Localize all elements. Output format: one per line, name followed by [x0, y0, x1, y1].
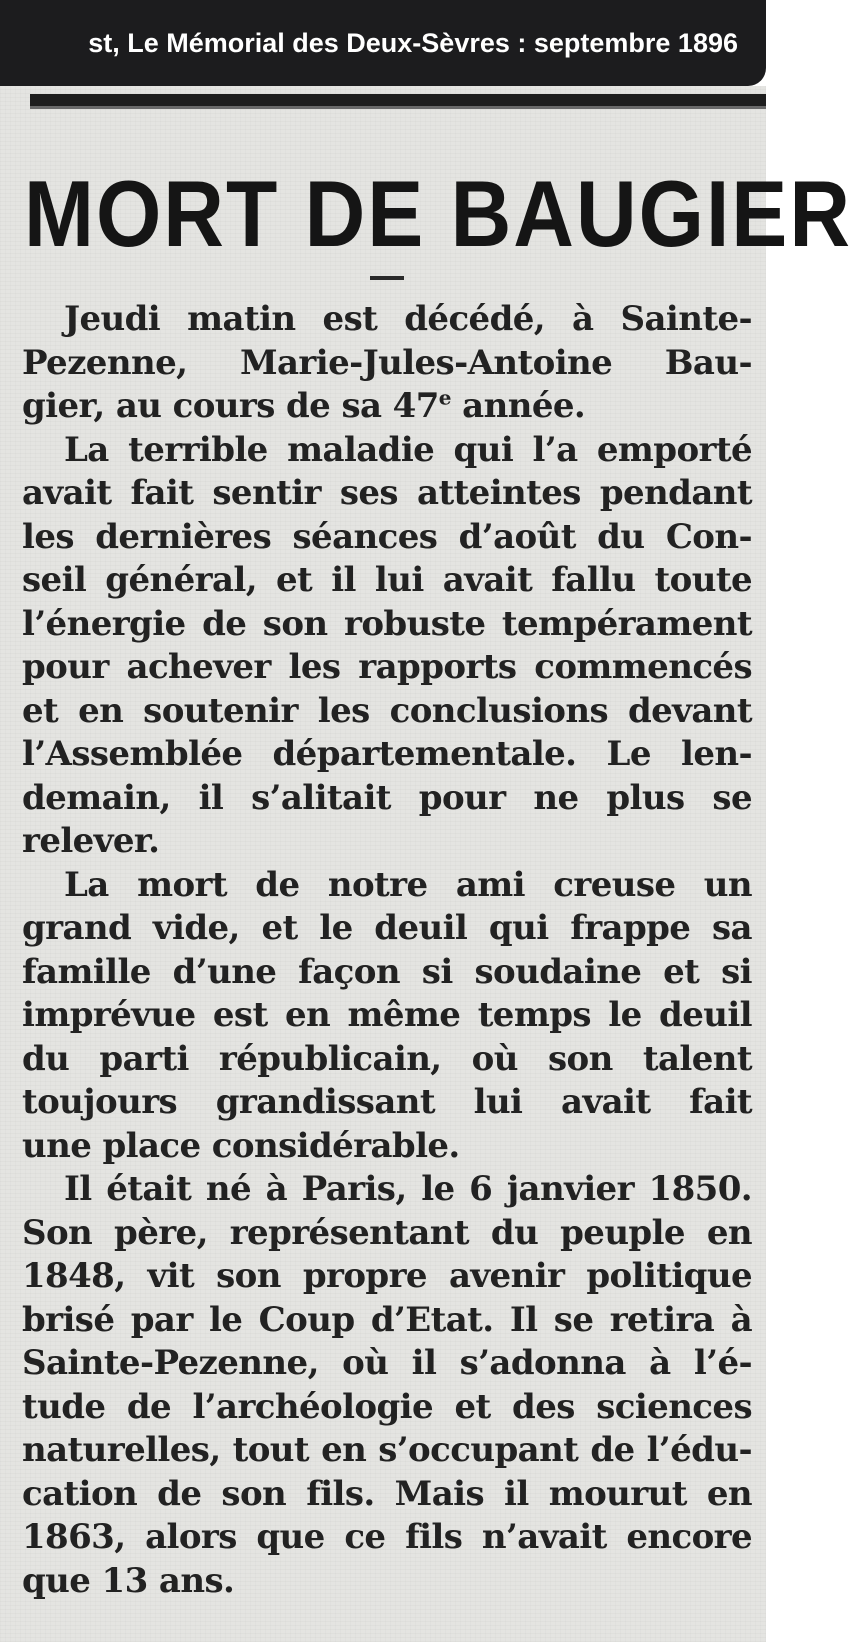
- article-line-text: 1863, alors que ce fils n’avait encore: [22, 1517, 752, 1557]
- article-line-text: famille d’une façon si soudaine et si: [22, 951, 752, 992]
- article-line: [22, 1168, 752, 1212]
- article-line: [22, 603, 752, 647]
- article-line: [22, 864, 752, 908]
- article-line: [22, 1386, 752, 1430]
- article-line: [22, 907, 752, 951]
- headline-separator: [370, 276, 404, 280]
- column-top-rule: [30, 94, 766, 109]
- article-line: [22, 1255, 752, 1299]
- article-line: [22, 820, 752, 864]
- article-line-text: Pezenne, Marie-Jules-Antoine Bau-: [22, 342, 752, 383]
- ordinal-superscript: e: [438, 385, 451, 410]
- article-line: [22, 1038, 752, 1082]
- article-line-text: brisé par le Coup d’Etat. Il se retira à: [22, 1299, 752, 1340]
- article-line-text: Son père, représentant du peuple en: [22, 1212, 752, 1253]
- article-line-text: Jeudi matin est décédé, à Sainte-: [64, 299, 752, 339]
- article-line-text: imprévue est en même temps le deuil: [22, 995, 752, 1035]
- article-line: [22, 951, 752, 995]
- article-line: [22, 690, 752, 734]
- article-line: [22, 1560, 752, 1604]
- article-line-text: grand vide, et le deuil qui frappe sa: [22, 908, 752, 948]
- article-line-text: avait fait sentir ses atteintes pendant: [22, 473, 752, 513]
- article-line-text: et en soutenir les conclusions devant: [22, 690, 752, 731]
- article-line-text: les dernières séances d’août du Con-: [22, 516, 752, 557]
- article-line: [22, 1299, 752, 1343]
- article-line-text: pour achever les rapports commencés: [22, 647, 752, 687]
- caption-text: st, Le Mémorial des Deux-Sèvres : septembre 1896: [88, 28, 738, 58]
- article-line: [22, 733, 752, 777]
- article-line: [22, 1429, 752, 1473]
- article-line: [22, 429, 752, 473]
- article-line: [22, 385, 752, 429]
- article-headline: MORT DE BAUGIER: [24, 161, 852, 267]
- article-line-text: gier, au cours de sa 47: [22, 386, 439, 426]
- article-line-text: cation de son fils. Mais il mourut en: [22, 1473, 752, 1514]
- article-line: [22, 646, 752, 690]
- article-line: [22, 1473, 752, 1517]
- article-line-text: La terrible maladie qui l’a emporté: [64, 429, 752, 470]
- article-line-text: une place considérable.: [22, 1125, 460, 1166]
- article-line-text: que 13 ans.: [22, 1560, 235, 1601]
- article-line-text: l’Assemblée départementale. Le len-: [22, 734, 752, 774]
- article-line-text: Sainte-Pezenne, où il s’adonna à l’é-: [22, 1343, 752, 1383]
- article-line-text: toujours grandissant lui avait fait: [22, 1082, 752, 1122]
- article-line: [22, 559, 752, 603]
- article-line-text: naturelles, tout en s’occupant de l’édu-: [22, 1430, 752, 1470]
- article-line-text: du parti républicain, où son talent: [22, 1038, 752, 1079]
- article-line-text-continued: année.: [450, 386, 586, 426]
- article-line: [22, 1125, 752, 1169]
- article-line: [22, 777, 752, 821]
- newspaper-clipping: [0, 86, 852, 1642]
- article-line: [22, 994, 752, 1038]
- article-body: [22, 298, 752, 1603]
- article-line: [22, 1516, 752, 1560]
- article-line-text: l’énergie de son robuste tempérament: [22, 603, 752, 644]
- article-line-text: relever.: [22, 821, 160, 861]
- article-line-text: tude de l’archéologie et des sciences: [22, 1386, 752, 1427]
- article-line-text: Il était né à Paris, le 6 janvier 1850.: [64, 1169, 752, 1209]
- article-line-text: 1848, vit son propre avenir politique: [22, 1256, 752, 1296]
- article-line: [22, 472, 752, 516]
- article-line-text: seil général, et il lui avait fallu toute: [22, 560, 752, 600]
- article-line: [22, 1342, 752, 1386]
- article-line-text: La mort de notre ami creuse un: [64, 864, 752, 905]
- article-line: [22, 342, 752, 386]
- article-line: [22, 516, 752, 560]
- article-line: [22, 298, 752, 342]
- article-line: [22, 1212, 752, 1256]
- article-line-text: demain, il s’alitait pour ne plus se: [22, 777, 752, 818]
- article-line: [22, 1081, 752, 1125]
- caption-bar: [0, 0, 766, 86]
